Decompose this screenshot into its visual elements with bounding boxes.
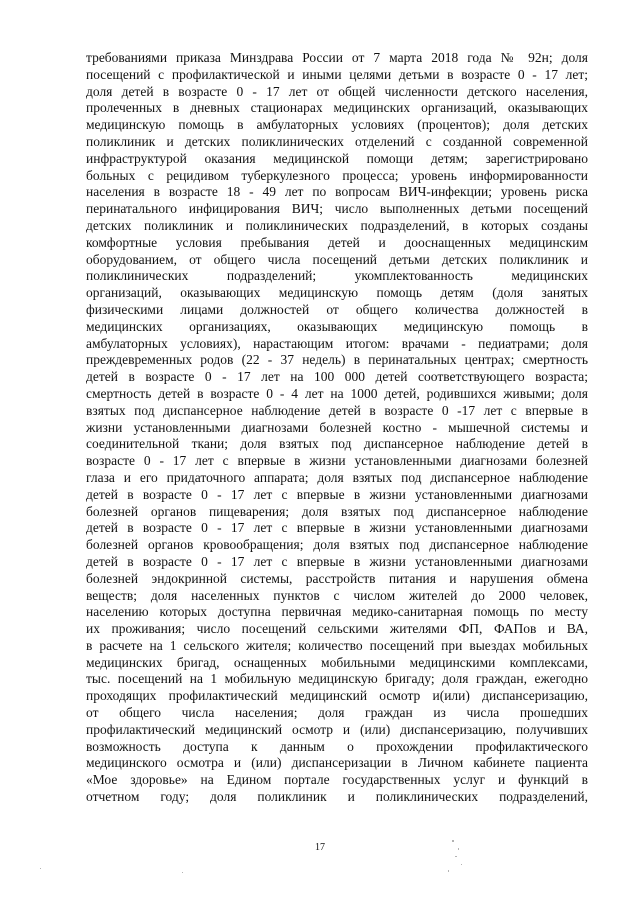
text-line: детских поликлиник и поликлинических подразделений, в которых созданы (86, 217, 588, 233)
text-line: глаза и его придаточного аппарата; доля взятых под диспансерное наблюдение (86, 469, 588, 485)
scan-speck (455, 856, 457, 857)
scan-speck (461, 864, 462, 865)
text-line: больных с рецидивом туберкулезного процесса; уровень информированности (86, 167, 588, 183)
text-line: перинатального инфицирования ВИЧ; число выполненных детьми посещений (86, 201, 588, 217)
scan-speck (452, 840, 454, 842)
text-line: в расчете на 1 сельского жителя; количество посещений при выездах мобильных (86, 637, 588, 653)
text-line: требованиями приказа Минздрава России от 7 марта 2018 года № 92н; доля (86, 50, 588, 65)
text-line: смертность детей в возрасте 0 - 4 лет на 1000 детей, родившихся живыми; доля (86, 385, 588, 401)
text-line: соединительной ткани; доля взятых под диспансерное наблюдение детей в (86, 436, 588, 452)
text-line: болезней органов пищеварения; доля взятых под диспансерное наблюдение (86, 503, 588, 519)
text-line: отчетном году; доля поликлиник и поликлинических подразделений, (86, 789, 588, 805)
text-line: их проживания; число посещений сельскими жителями ФП, ФАПов и ВА, (86, 621, 588, 637)
text-line: болезней органов кровообращения; доля взятых под диспансерное наблюдение (86, 537, 588, 553)
text-line: поликлинических подразделений; укомплектованность медицинских (86, 268, 588, 284)
text-line: взятых под диспансерное наблюдение детей в возрасте 0 -17 лет с впервые в (86, 402, 588, 418)
text-line: детей в возрасте 0 - 17 лет с впервые в жизни установленными диагнозами (86, 520, 588, 536)
text-line: организаций, оказывающих медицинскую помощь детям (доля занятых (86, 285, 588, 301)
scan-speck (182, 872, 183, 873)
scan-speck (448, 870, 449, 872)
text-line: от общего числа населения; доля граждан из числа прошедших (86, 705, 588, 721)
text-line: инфраструктурой оказания медицинской помощи детям; зарегистрировано (86, 150, 588, 166)
text-line: медицинскую помощь в амбулаторных условиях (процентов); доля детских (86, 117, 588, 133)
text-line: медицинских организациях, оказывающих медицинскую помощь в (86, 318, 588, 334)
text-line: пролеченных в дневных стационарах медицинских организаций, оказывающих (86, 100, 588, 116)
text-line: медицинского осмотра и (или) диспансеризации в Личном кабинете пациента (86, 755, 588, 771)
text-line: поликлиник и детских поликлинических отделений с созданной современной (86, 133, 588, 149)
text-line: детей в возрасте 0 - 17 лет с впервые в жизни установленными диагнозами (86, 553, 588, 569)
body-text (86, 50, 588, 806)
page-number: 17 (315, 842, 325, 853)
text-line: болезней эндокринной системы, расстройств питания и нарушения обмена (86, 570, 588, 586)
text-line: жизни установленными диагнозами болезней костно - мышечной системы и (86, 419, 588, 435)
text-line: тыс. посещений на 1 мобильную медицинскую бригаду; доля граждан, ежегодно (86, 671, 588, 687)
text-line: оборудованием, от общего числа посещений детьми детских поликлиник и (86, 251, 588, 267)
text-line: доля детей в возрасте 0 - 17 лет от общей численности детского населения, (86, 83, 588, 99)
text-line: «Мое здоровье» на Едином портале государственных услуг и функций в (86, 772, 588, 788)
text-line: детей в возрасте 0 - 17 лет с впервые в жизни установленными диагнозами (86, 486, 588, 502)
text-line: комфортные условия пребывания детей и дооснащенных медицинским (86, 234, 588, 250)
text-line: физическими лицами должностей от общего количества должностей в (86, 301, 588, 317)
scan-speck (40, 868, 41, 869)
text-line: детей в возрасте 0 - 17 лет на 100 000 детей соответствующего возраста; (86, 369, 588, 385)
text-line: населения в возрасте 18 - 49 лет по вопросам ВИЧ-инфекции; уровень риска (86, 184, 588, 200)
scan-speck (458, 848, 459, 850)
text-line: возможность доступа к данным о прохождении профилактического (86, 738, 588, 754)
text-line: веществ; доля населенных пунктов с числом жителей до 2000 человек, (86, 587, 588, 603)
text-line: возрасте 0 - 17 лет с впервые в жизни установленными диагнозами болезней (86, 453, 588, 469)
text-line: профилактический медицинский осмотр и (или) диспансеризацию, получивших (86, 721, 588, 737)
text-line: посещений с профилактической и иными целями детьми в возрасте 0 - 17 лет; (86, 66, 588, 82)
text-line: проходящих профилактический медицинский осмотр и(или) диспансеризацию, (86, 688, 588, 704)
text-line: медицинских бригад, оснащенных мобильными медицинскими комплексами, (86, 654, 588, 670)
text-line: амбулаторных условиях), нарастающим итогом: врачами - педиатрами; доля (86, 335, 588, 351)
text-line: населению которых доступна первичная медико-санитарная помощь по месту (86, 604, 588, 620)
text-line: преждевременных родов (22 - 37 недель) в перинатальных центрах; смертность (86, 352, 588, 368)
